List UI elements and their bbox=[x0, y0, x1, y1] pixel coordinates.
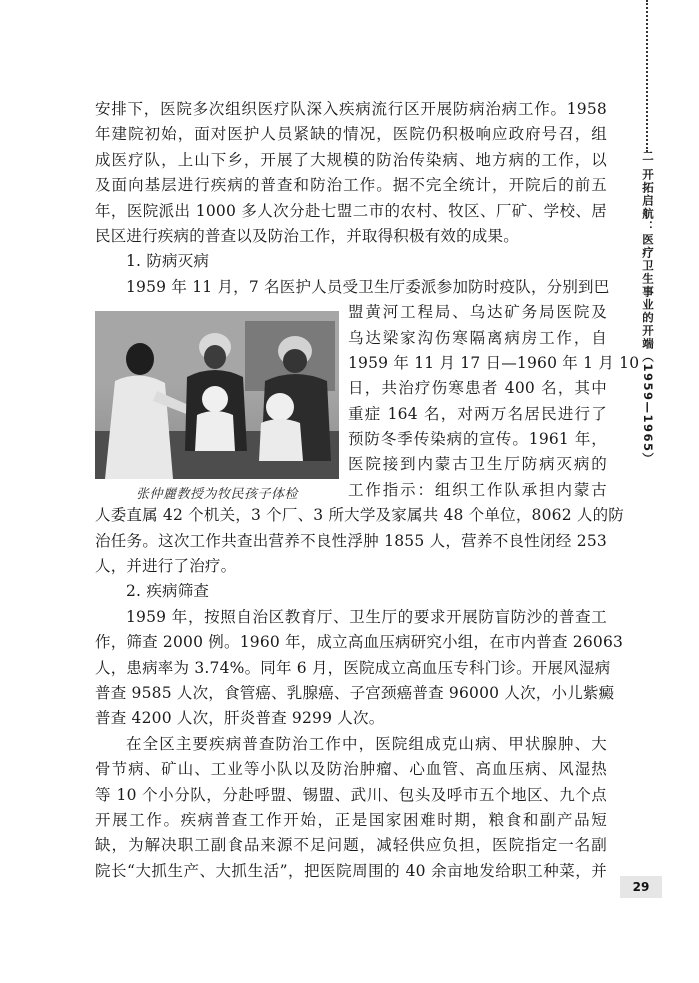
sidebar-dotted-rule bbox=[646, 0, 648, 152]
paragraph-1 bbox=[95, 97, 640, 884]
text-line: 1959 年，按照自治区教育厅、卫生厅的要求开展防盲防沙的普查工 bbox=[126, 607, 607, 626]
text-line: 乌达梁家沟伤寒隔离病房工作，自 bbox=[348, 328, 607, 347]
text-line: 年，医院派出 1000 多人次分赴七盟二市的农村、牧区、厂矿、学校、居 bbox=[95, 201, 607, 220]
text-line: 重症 164 名，对两万名居民进行了 bbox=[348, 404, 607, 423]
page-number: 29 bbox=[620, 876, 662, 898]
text-line: 盟黄河工程局、乌达矿务局医院及 bbox=[348, 303, 607, 322]
text-line: 人，并进行了治疗。 bbox=[95, 557, 237, 576]
text-line: 普查 4200 人次，肝炎普查 9299 人次。 bbox=[95, 709, 385, 728]
section-heading-2: 2. 疾病筛查 bbox=[126, 582, 210, 601]
text-line: 民区进行疾病的普查以及防治工作，并取得积极有效的成果。 bbox=[95, 226, 519, 245]
text-line: 缺，为解决职工副食品来源不足问题，减轻供应负担，医院指定一名副 bbox=[95, 836, 607, 855]
chapter-running-title: 二 开拓启航：医疗卫生事业的开端（1959—1965） bbox=[641, 150, 655, 466]
text-line: 等 10 个小分队，分赴呼盟、锡盟、武川、包头及呼市五个地区、九个点 bbox=[95, 785, 607, 804]
text-line: 日，共治疗伤寒患者 400 名，其中 bbox=[348, 379, 607, 398]
text-line: 普查 9585 人次，食管癌、乳腺癌、子宫颈癌普查 96000 人次，小儿紫癜 bbox=[95, 683, 615, 702]
text-line: 安排下，医院多次组织医疗队深入疾病流行区开展防病治病工作。1958 bbox=[95, 100, 607, 118]
text-line: 年建院初始，面对医护人员紧缺的情况，医院仍积极响应政府号召，组 bbox=[95, 125, 607, 144]
text-line: 1959 年 11 月 17 日—1960 年 1 月 10 bbox=[348, 353, 640, 372]
text-line: 及面向基层进行疾病的普查和防治工作。据不完全统计，开院后的前五 bbox=[95, 176, 607, 195]
text-line: 预防冬季传染病的宣传。1961 年， bbox=[348, 430, 607, 449]
text-line: 工作指示：组织工作队承担内蒙古 bbox=[348, 480, 607, 499]
photo-caption: 张仲麗教授为牧民孩子体检 bbox=[135, 487, 298, 502]
text-line: 成医疗队，上山下乡，开展了大规模的防治传染病、地方病的工作，以 bbox=[95, 150, 607, 169]
text-line: 人，患病率为 3.74%。同年 6 月，医院成立高血压专科门诊。开展风湿病 bbox=[95, 658, 611, 677]
text-line: 院长“大抓生产、大抓生活”，把医院周围的 40 余亩地发给职工种菜，并 bbox=[95, 861, 607, 880]
text-line: 医院接到内蒙古卫生厅防病灭病的 bbox=[348, 455, 607, 474]
text-line: 在全区主要疾病普查防治工作中，医院组成克山病、甲状腺肿、大 bbox=[126, 734, 607, 753]
text-line: 作，筛查 2000 例。1960 年，成立高血压病研究小组，在市内普查 26063 bbox=[95, 633, 624, 652]
section-heading-1: 1. 防病灭病 bbox=[126, 252, 210, 271]
text-line: 骨节病、矿山、工业等小队以及防治肿瘤、心血管、高血压病、风湿热 bbox=[95, 760, 607, 779]
text-line: 治任务。这次工作共查出营养不良性浮肿 1855 人，营养不良性闭经 253 bbox=[95, 531, 607, 550]
text-line: 人委直属 42 个机关，3 个厂、3 所大学及家属共 48 个单位，8062 人的防 bbox=[95, 506, 625, 525]
text-line: 开展工作。疾病普查工作开始，正是国家困难时期，粮食和副产品短 bbox=[95, 810, 607, 829]
text-line: 1959 年 11 月，7 名医护人员受卫生厅委派参加防时疫队，分别到巴 bbox=[126, 277, 610, 296]
